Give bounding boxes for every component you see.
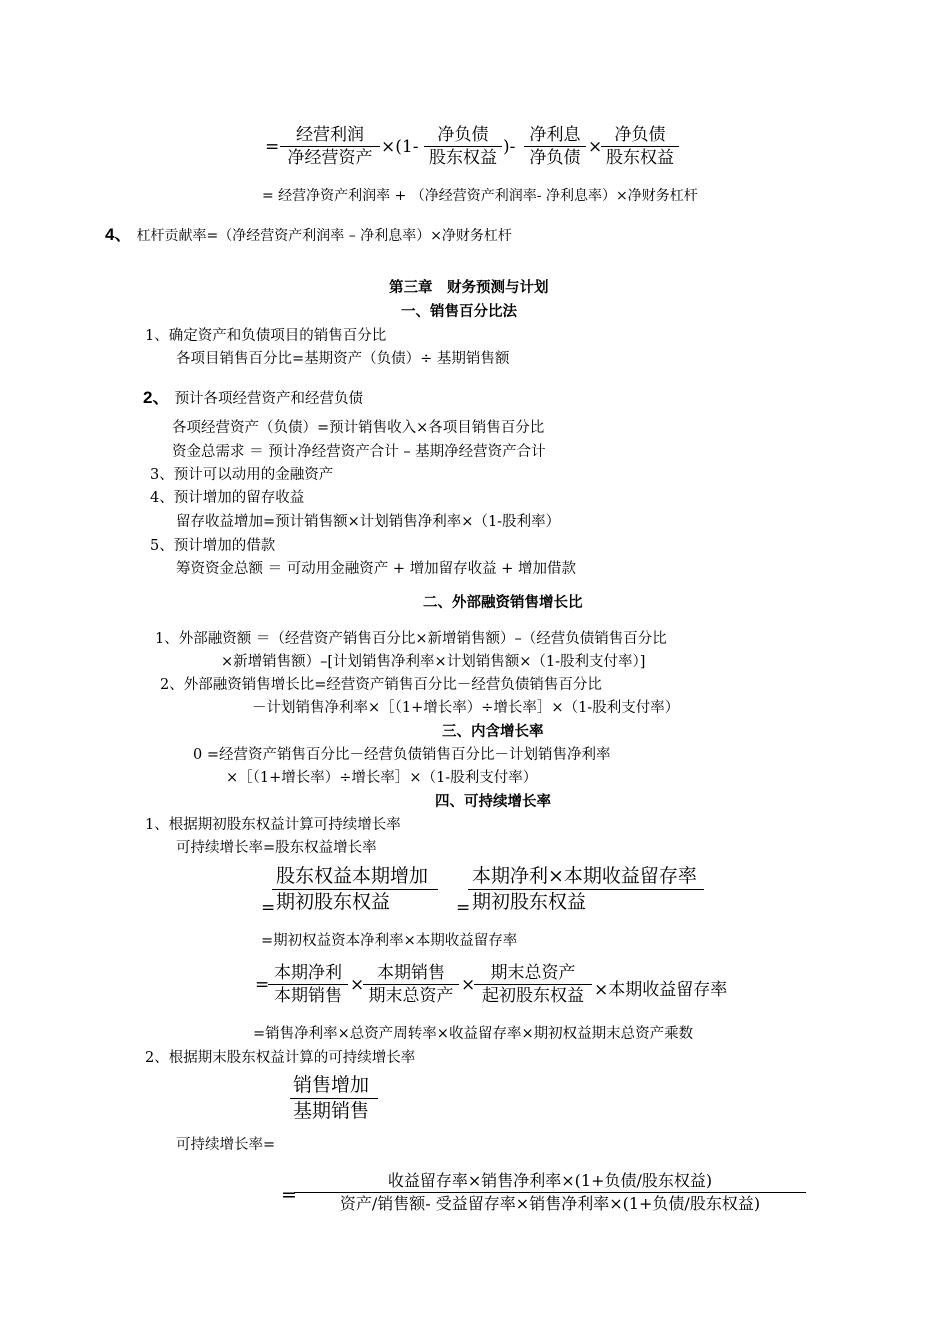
text-line: =销售净利率×总资产周转率×收益留存率×期初权益期末总资产乘数 xyxy=(253,1026,694,1042)
numerator: 净负债 xyxy=(437,125,489,145)
numerator: 本期销售 xyxy=(377,963,445,983)
item-text: 预计各项经营资产和经营负债 xyxy=(174,391,364,407)
text-line: 资金总需求 ＝ 预计净经营资产合计 – 基期净经营资产合计 xyxy=(172,444,546,460)
text-line: 各项经营资产（负债）=预计销售收入×各项目销售百分比 xyxy=(172,420,545,436)
text-line: 可持续增长率= xyxy=(176,1137,276,1153)
text-line: －计划销售净利率×［（1+增长率）÷增长率］×（1-股利支付率） xyxy=(252,700,680,716)
fraction-net-debt-equity xyxy=(424,124,502,169)
operator: × xyxy=(350,975,365,995)
text-line: 3、预计可以动用的金融资产 xyxy=(150,467,334,483)
denominator: 股东权益 xyxy=(424,146,502,169)
numerator: 净利息 xyxy=(529,125,581,145)
chapter-title: 第三章 财务预测与计划 xyxy=(389,279,549,296)
text-line: 0 =经营资产销售百分比－经营负债销售百分比－计划销售净利率 xyxy=(193,747,611,763)
text-line: 2、根据期末股东权益计算的可持续增长率 xyxy=(145,1050,416,1066)
item-2 xyxy=(143,383,363,408)
fraction-operating-profit xyxy=(280,124,380,169)
text-line: 各项目销售百分比=基期资产（负债）÷ 基期销售额 xyxy=(176,351,510,367)
numerator: 销售增加 xyxy=(293,1074,370,1096)
denominator: 净负债 xyxy=(524,146,586,169)
operator: ×(1- xyxy=(381,137,419,157)
text-line: ×新增销售额）–[计划销售净利率×计划销售额×（1-股利支付率）] xyxy=(221,654,646,670)
denominator: 股东权益 xyxy=(601,146,679,169)
item-text: 杠杆贡献率=（净经营资产利润率 – 净利息率）×净财务杠杆 xyxy=(136,228,512,244)
text-line: 1、确定资产和负债项目的销售百分比 xyxy=(145,328,387,344)
item-number: 4、 xyxy=(105,225,132,244)
fraction-equity-increase xyxy=(272,864,438,915)
fraction-net-income-retention xyxy=(468,864,704,915)
numerator: 本期净利×本期收益留存率 xyxy=(472,865,697,887)
denominator: 本期销售 xyxy=(268,984,348,1007)
denominator: 期初股东权益 xyxy=(272,889,438,915)
numerator: 经营利润 xyxy=(296,125,364,145)
denominator: 起初股东权益 xyxy=(474,984,592,1007)
fraction-asset-turnover xyxy=(363,962,459,1007)
item-number: 2、 xyxy=(143,388,170,407)
equals-sign: = xyxy=(281,1184,297,1206)
denominator: 期初股东权益 xyxy=(468,889,704,915)
text-line: 4、预计增加的留存收益 xyxy=(150,490,305,506)
operator: )- xyxy=(503,137,516,157)
numerator: 期末总资产 xyxy=(490,963,576,983)
equals-sign: = xyxy=(255,975,270,995)
numerator: 本期净利 xyxy=(274,963,342,983)
text-line: 留存收益增加=预计销售额×计划销售净利率×（1-股利率） xyxy=(176,514,561,530)
formula-tail: ×本期收益留存率 xyxy=(594,980,728,1000)
section-title-4: 四、可持续增长率 xyxy=(435,793,551,810)
fraction-interest-rate xyxy=(524,124,586,169)
equals-sign: = xyxy=(261,898,276,918)
denominator: 净经营资产 xyxy=(280,146,380,169)
section-title-2: 二、外部融资销售增长比 xyxy=(423,594,583,611)
equals-sign: = xyxy=(456,898,471,918)
roe-summary-line: = 经营净资产利润率 + （净经营资产利润率- 净利息率）×净财务杠杆 xyxy=(262,188,698,204)
equals-sign: = xyxy=(265,137,280,157)
text-line: 筹资资金总额 ＝ 可动用金融资产 + 增加留存收益 + 增加借款 xyxy=(176,561,576,577)
fraction-profit-margin xyxy=(268,962,348,1007)
fraction-financial-leverage xyxy=(601,124,679,169)
denominator: 期末总资产 xyxy=(363,984,459,1007)
text-line: =期初权益资本净利率×本期收益留存率 xyxy=(261,933,518,949)
text-line: 2、外部融资销售增长比=经营资产销售百分比－经营负债销售百分比 xyxy=(160,677,602,693)
operator: × xyxy=(588,137,603,157)
text-line: ×［（1+增长率）÷增长率］×（1-股利支付率） xyxy=(226,770,538,786)
numerator: 净负债 xyxy=(614,125,666,145)
operator: × xyxy=(461,975,476,995)
numerator: 收益留存率×销售净利率×(1+负债/股东权益) xyxy=(387,1171,713,1190)
text-line: 5、预计增加的借款 xyxy=(150,538,276,554)
text-line: 可持续增长率=股东权益增长率 xyxy=(176,840,377,856)
fraction-sales-growth xyxy=(290,1073,378,1124)
section-title-1: 一、销售百分比法 xyxy=(401,303,517,320)
text-line: 1、外部融资额 ＝（经营资产销售百分比×新增销售额）–（经营负债销售百分比 xyxy=(155,631,667,647)
section-title-3: 三、内含增长率 xyxy=(442,723,544,740)
fraction-sustainable-growth xyxy=(294,1170,806,1215)
numerator: 股东权益本期增加 xyxy=(276,865,429,887)
denominator: 基期销售 xyxy=(290,1098,378,1124)
item-4 xyxy=(105,220,512,245)
fraction-equity-multiplier xyxy=(474,962,592,1007)
text-line: 1、根据期初股东权益计算可持续增长率 xyxy=(145,817,401,833)
denominator: 资产/销售额- 受益留存率×销售净利率×(1+负债/股东权益) xyxy=(294,1192,806,1215)
